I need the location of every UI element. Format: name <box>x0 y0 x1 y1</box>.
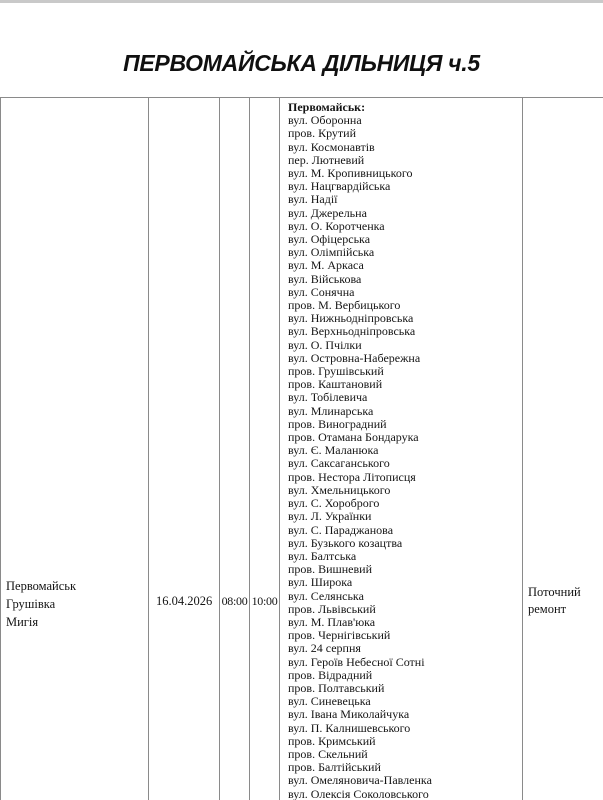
streets-list-block <box>280 98 522 800</box>
street-line: пров. Грушівський <box>288 364 384 379</box>
street-line: вул. Островна-Набережна <box>288 350 421 365</box>
street-line: пров. Скельний <box>288 746 368 761</box>
time-end-cell <box>250 98 280 800</box>
street-line: пров. Виноградний <box>288 416 387 431</box>
page-title: ПЕРВОМАЙСЬКА ДІЛЬНИЦЯ ч.5 <box>123 50 480 76</box>
street-line: вул. М. Аркаса <box>288 258 364 273</box>
street-line: пров. Крутий <box>288 126 357 141</box>
street-line: пров. Отамана Бондарука <box>288 430 419 445</box>
street-line: вул. Верхньодніпровська <box>288 324 416 339</box>
street-line: вул. Олексія Соколовського <box>288 786 429 800</box>
time-start-value: 08:00 <box>221 594 248 608</box>
location-line: Мигія <box>6 615 39 629</box>
street-line: пер. Лютневий <box>288 152 365 167</box>
date-value: 16.04.2026 <box>156 594 213 608</box>
location-line: Грушівка <box>6 597 56 611</box>
date-cell <box>149 98 220 800</box>
street-line: вул. Хмельницького <box>288 482 391 497</box>
street-line: пров. Полтавський <box>288 680 385 695</box>
street-line: пров. Відрадний <box>288 667 373 682</box>
street-line: вул. М. Плав'юка <box>288 614 376 629</box>
streets-list-header: Первомайськ: <box>288 100 366 114</box>
street-line: вул. Олімпійська <box>288 245 375 260</box>
street-line: вул. Івана Миколайчука <box>288 707 410 722</box>
street-line: вул. Космонавтів <box>288 139 375 154</box>
street-line: вул. Військова <box>288 271 362 286</box>
street-line: вул. Широка <box>288 575 353 590</box>
street-line: вул. 24 серпня <box>288 641 361 656</box>
street-line: пров. Каштановий <box>288 377 383 392</box>
top-edge-strip <box>0 0 603 3</box>
street-line: вул. Джерельна <box>288 205 367 220</box>
street-line: вул. Балтська <box>288 548 357 563</box>
time-start-cell <box>220 98 250 800</box>
street-line: вул. О. Пчілки <box>288 337 362 352</box>
street-line: вул. Саксаганського <box>288 456 390 471</box>
schedule-table <box>0 97 603 800</box>
street-line: вул. Бузького козацтва <box>288 535 403 550</box>
street-line: пров. Вишневий <box>288 562 373 577</box>
street-line: вул. Героїв Небесної Сотні <box>288 654 425 669</box>
work-type-value: Поточний ремонт <box>528 585 581 616</box>
street-line: вул. Нацгвардійська <box>288 179 391 194</box>
street-line: вул. Сонячна <box>288 284 355 299</box>
locations-cell <box>1 98 149 800</box>
work-type-cell <box>523 98 603 800</box>
time-end-value: 10:00 <box>251 594 278 608</box>
street-line: вул. М. Кропивницького <box>288 166 413 181</box>
street-line: вул. Нижньодніпровська <box>288 311 414 326</box>
street-line: пров. Чернігівський <box>288 628 391 643</box>
street-line: вул. Синевецька <box>288 694 371 709</box>
street-line: вул. Є. Маланюка <box>288 443 379 458</box>
street-line: пров. М. Вербицького <box>288 298 401 313</box>
street-line: вул. Надії <box>288 192 338 207</box>
street-line: вул. Тобілевича <box>288 390 368 405</box>
street-line: пров. Львівський <box>288 601 376 616</box>
street-line: вул. Омеляновича-Павленка <box>288 773 432 788</box>
street-line: вул. П. Калнишевського <box>288 720 411 735</box>
street-line: вул. О. Коротченка <box>288 218 385 233</box>
location-line: Первомайськ <box>6 579 77 593</box>
street-line: вул. С. Параджанова <box>288 522 394 537</box>
streets-list <box>288 114 522 800</box>
street-line: вул. Офіцерська <box>288 232 371 247</box>
street-line: вул. Оборонна <box>288 113 362 128</box>
street-line: вул. Л. Українки <box>288 509 372 524</box>
streets-cell <box>280 98 523 800</box>
street-line: вул. С. Хороброго <box>288 496 380 511</box>
street-line: вул. Селянська <box>288 588 364 603</box>
street-line: пров. Кримський <box>288 733 376 748</box>
street-line: пров. Балтійський <box>288 760 381 775</box>
street-line: пров. Нестора Літописця <box>288 469 416 484</box>
street-line: вул. Млинарська <box>288 403 374 418</box>
locations-list <box>6 577 76 631</box>
